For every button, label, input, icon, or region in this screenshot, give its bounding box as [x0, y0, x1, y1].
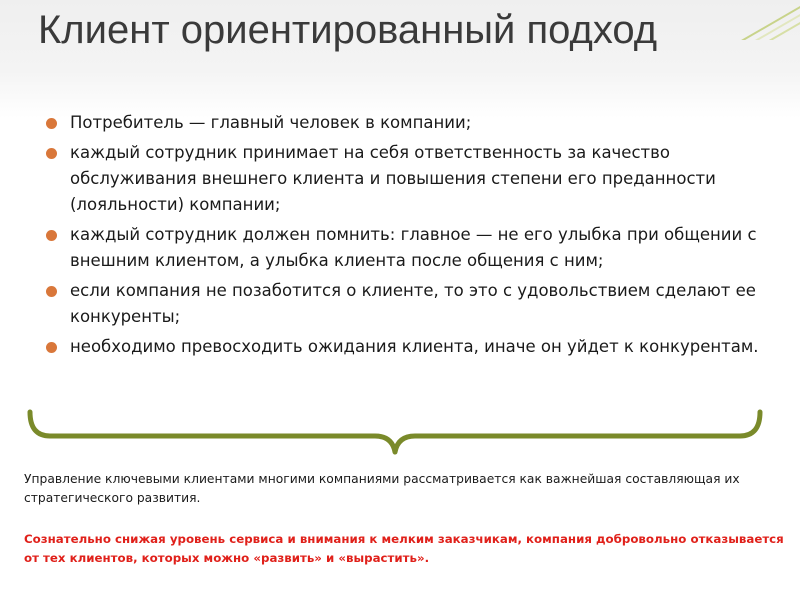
- bullet-dot-icon: [46, 286, 57, 297]
- curly-brace-icon: [20, 400, 770, 460]
- bullet-text: каждый сотрудник принимает на себя ответственность за качество обслуживания внешнего клиента и повышения степени его преданности (лояльности) компании;: [70, 143, 716, 214]
- bullet-item: [42, 110, 762, 136]
- bullet-text: каждый сотрудник должен помнить: главное — не его улыбка при общении с внешним клиентом, а улыбка клиента после общения с ним;: [70, 225, 757, 270]
- bullet-dot-icon: [46, 148, 57, 159]
- highlight-note: Сознательно снижая уровень сервиса и внимания к мелким заказчикам, компания добровольно отказывается от тех клиентов, которых можно «развить» и «вырастить».: [24, 532, 784, 565]
- bullet-text: необходимо превосходить ожидания клиента, иначе он уйдет к конкурентам.: [70, 337, 759, 356]
- bullet-dot-icon: [46, 342, 57, 353]
- bullet-dot-icon: [46, 118, 57, 129]
- bullet-item: [42, 140, 762, 218]
- bullet-item: [42, 334, 762, 360]
- bullet-list: [42, 110, 762, 364]
- bullet-item: [42, 278, 762, 330]
- bullet-text: Потребитель — главный человек в компании;: [70, 113, 472, 132]
- summary-note: Управление ключевыми клиентами многими компаниями рассматривается как важнейшая составляющая их стратегического развития.: [24, 472, 740, 505]
- bullet-text: если компания не позаботится о клиенте, то это с удовольствием сделают ее конкуренты;: [70, 281, 756, 326]
- bullet-dot-icon: [46, 230, 57, 241]
- bullet-item: [42, 222, 762, 274]
- slide-title: Клиент ориентированный подход: [38, 8, 658, 52]
